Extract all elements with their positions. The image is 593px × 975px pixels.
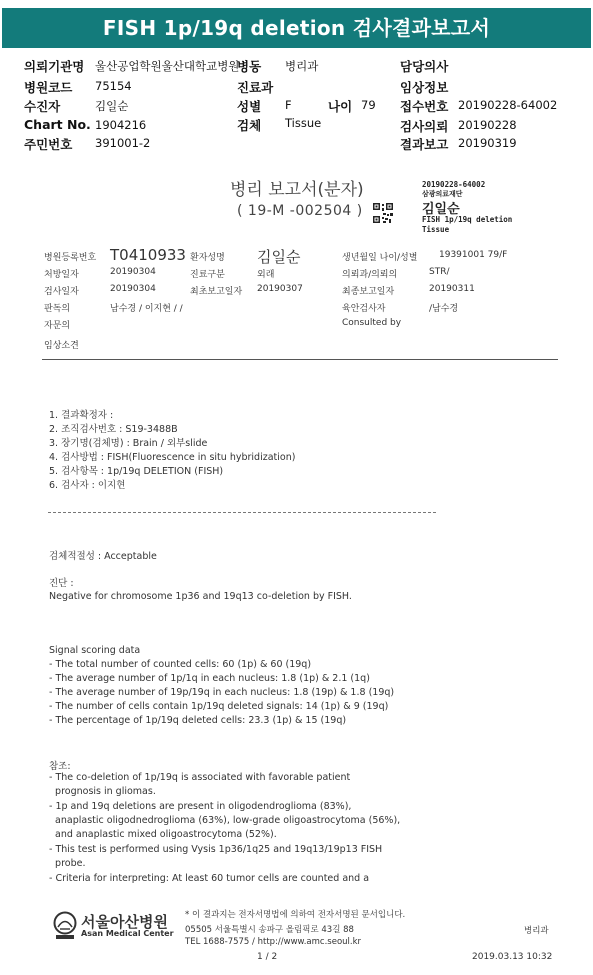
footer-department: 병리과 <box>524 926 549 936</box>
divider <box>42 359 558 360</box>
reg-no-value: T0410933 <box>110 246 186 264</box>
result-date-label: 결과보고 <box>400 137 449 152</box>
notes-label: 참조: <box>49 761 71 772</box>
specimen-adequacy: 검체적절성 : Acceptable <box>49 551 157 562</box>
hospital-code-value: 75154 <box>95 79 132 93</box>
hospital-logo-icon <box>53 911 77 941</box>
exam-date-value: 20190304 <box>110 284 156 294</box>
label-patient-name: 김일순 <box>422 202 460 217</box>
item-4: 4. 검사방법 : FISH(Fluorescence in situ hybridization) <box>49 452 296 463</box>
final-report-label: 최종보고일자 <box>342 287 395 297</box>
note-line-7: probe. <box>49 858 86 869</box>
chart-no-value: 1904216 <box>95 118 147 132</box>
dept-type-value: 외래 <box>257 270 275 280</box>
ward-value: 병리과 <box>285 59 319 73</box>
hospital-name-ko: 서울아산병원 <box>81 913 168 931</box>
item-1: 1. 결과확정자 : <box>49 410 114 421</box>
reader-label: 판독의 <box>44 304 71 314</box>
label-barcode-no: 20190228-64002 <box>422 180 486 189</box>
patient-name-value: 김일순 <box>257 248 301 266</box>
qr-code-icon <box>372 202 394 224</box>
note-line-8: - Criteria for interpreting: At least 60 tumor cells are counted and a <box>49 873 370 884</box>
gross-examiner-value: /남수경 <box>429 304 459 314</box>
exam-date-label: 검사일자 <box>44 287 79 297</box>
patient-value: 김일순 <box>95 99 129 113</box>
result-date-value: 20190319 <box>458 136 517 150</box>
chart-no-label: Chart No. <box>24 117 91 132</box>
note-line-2: prognosis in gliomas. <box>49 786 156 797</box>
patient-name-label: 환자성명 <box>190 253 225 263</box>
report-heading: 병리 보고서(분자) <box>230 180 364 200</box>
specimen-value: Tissue <box>285 116 322 130</box>
scoring-line-4: - The number of cells contain 1p/19q deleted signals: 14 (1p) & 9 (19q) <box>49 701 389 712</box>
resident-no-label: 주민번호 <box>24 137 73 152</box>
dept-label: 진료과 <box>237 80 274 95</box>
rx-date-label: 처방일자 <box>44 270 79 280</box>
scoring-line-3: - The average number of 19p/19q in each nucleus: 1.8 (19p) & 1.8 (19q) <box>49 687 395 698</box>
sex-label: 성별 <box>237 99 262 114</box>
scoring-line-5: - The percentage of 1p/19q deleted cells: 23.3 (1p) & 15 (19q) <box>49 715 347 726</box>
label-test-name: FISH 1p/19q deletion <box>422 215 513 224</box>
final-report-value: 20190311 <box>429 284 475 294</box>
requester-label: 의뢰기관명 <box>24 59 85 74</box>
item-5: 5. 검사항목 : 1p/19q DELETION (FISH) <box>49 466 224 477</box>
first-report-value: 20190307 <box>257 284 303 294</box>
gross-examiner-label: 육안검사자 <box>342 304 386 314</box>
first-report-label: 최초보고일자 <box>190 287 243 297</box>
note-line-3: - 1p and 19q deletions are present in oligodendroglioma (83%), <box>49 801 352 812</box>
sex-value: F <box>285 98 292 112</box>
e-signature-notice: * 이 결과지는 전자서명법에 의하여 전자서명된 문서입니다. <box>185 910 406 920</box>
doctor-label: 담당의사 <box>400 59 449 74</box>
print-timestamp: 2019.03.13 10:32 <box>472 952 553 962</box>
diagnosis-text: Negative for chromosome 1p36 and 19q13 co-deletion by FISH. <box>49 591 352 602</box>
resident-no-value: 391001-2 <box>95 136 151 150</box>
advisor-label: 자문의 <box>44 321 71 331</box>
clinical-info-label: 임상정보 <box>400 80 449 95</box>
dashed-divider <box>48 512 436 513</box>
requester-value: 울산공업학원울산대학교병원 <box>95 59 240 73</box>
item-6: 6. 검사자 : 이지현 <box>49 480 126 491</box>
birth-value: 19391001 79/F <box>439 250 508 260</box>
hospital-contact: TEL 1688-7575 / http://www.amc.seoul.kr <box>185 937 362 947</box>
rx-date-value: 20190304 <box>110 267 156 277</box>
report-title-bar: FISH 1p/19q deletion 검사결과보고서 <box>2 8 591 48</box>
note-line-5: and anaplastic mixed oligoastrocytoma (52%). <box>49 829 277 840</box>
scoring-line-2: - The average number of 1p/1q in each nucleus: 1.8 (1p) & 2.1 (1q) <box>49 673 370 684</box>
scanned-report <box>6 167 586 967</box>
clinical-findings-label: 임상소견 <box>44 341 79 351</box>
age-value: 79 <box>361 98 376 112</box>
ward-label: 병동 <box>237 59 262 74</box>
note-line-4: anaplastic oligodnedroglioma (63%), low-grade oligoastrocytoma (56%), <box>49 815 401 826</box>
label-specimen: Tissue <box>422 225 450 234</box>
hospital-name-en: Asan Medical Center <box>81 929 174 938</box>
diagnosis-label: 진단 : <box>49 578 74 589</box>
report-number: ( 19-M -002504 ) <box>237 203 363 219</box>
consulted-by-label: Consulted by <box>342 318 402 328</box>
receipt-no-value: 20190228-64002 <box>458 98 558 112</box>
patient-label: 수진자 <box>24 99 61 114</box>
request-date-label: 검사의뢰 <box>400 119 449 134</box>
label-institution: 삼광의료재단 <box>422 190 463 198</box>
request-date-value: 20190228 <box>458 118 517 132</box>
specimen-label: 검체 <box>237 118 262 133</box>
scoring-title: Signal scoring data <box>49 645 141 656</box>
item-2: 2. 조직검사번호 : S19-3488B <box>49 424 178 435</box>
reg-no-label: 병원등록번호 <box>44 253 97 263</box>
hospital-code-label: 병원코드 <box>24 80 73 95</box>
note-line-6: - This test is performed using Vysis 1p36/1q25 and 19q13/19p13 FISH <box>49 844 383 855</box>
ordering-dept-label: 의뢰과/의뢰의 <box>342 270 398 280</box>
ordering-dept-value: STR/ <box>429 267 450 277</box>
scoring-line-1: - The total number of counted cells: 60 (1p) & 60 (19q) <box>49 659 312 670</box>
birth-label: 생년월일 나이/성별 <box>342 253 418 263</box>
reader-value: 남수경 / 이지현 / / <box>110 304 183 314</box>
hospital-address: 05505 서울특별시 송파구 올림픽로 43길 88 <box>185 925 354 935</box>
dept-type-label: 진료구분 <box>190 270 225 280</box>
receipt-no-label: 접수번호 <box>400 99 449 114</box>
note-line-1: - The co-deletion of 1p/19q is associated with favorable patient <box>49 772 351 783</box>
page-number: 1 / 2 <box>257 952 278 962</box>
age-label: 나이 <box>328 99 353 114</box>
item-3: 3. 장기명(검체명) : Brain / 외부slide <box>49 438 208 449</box>
